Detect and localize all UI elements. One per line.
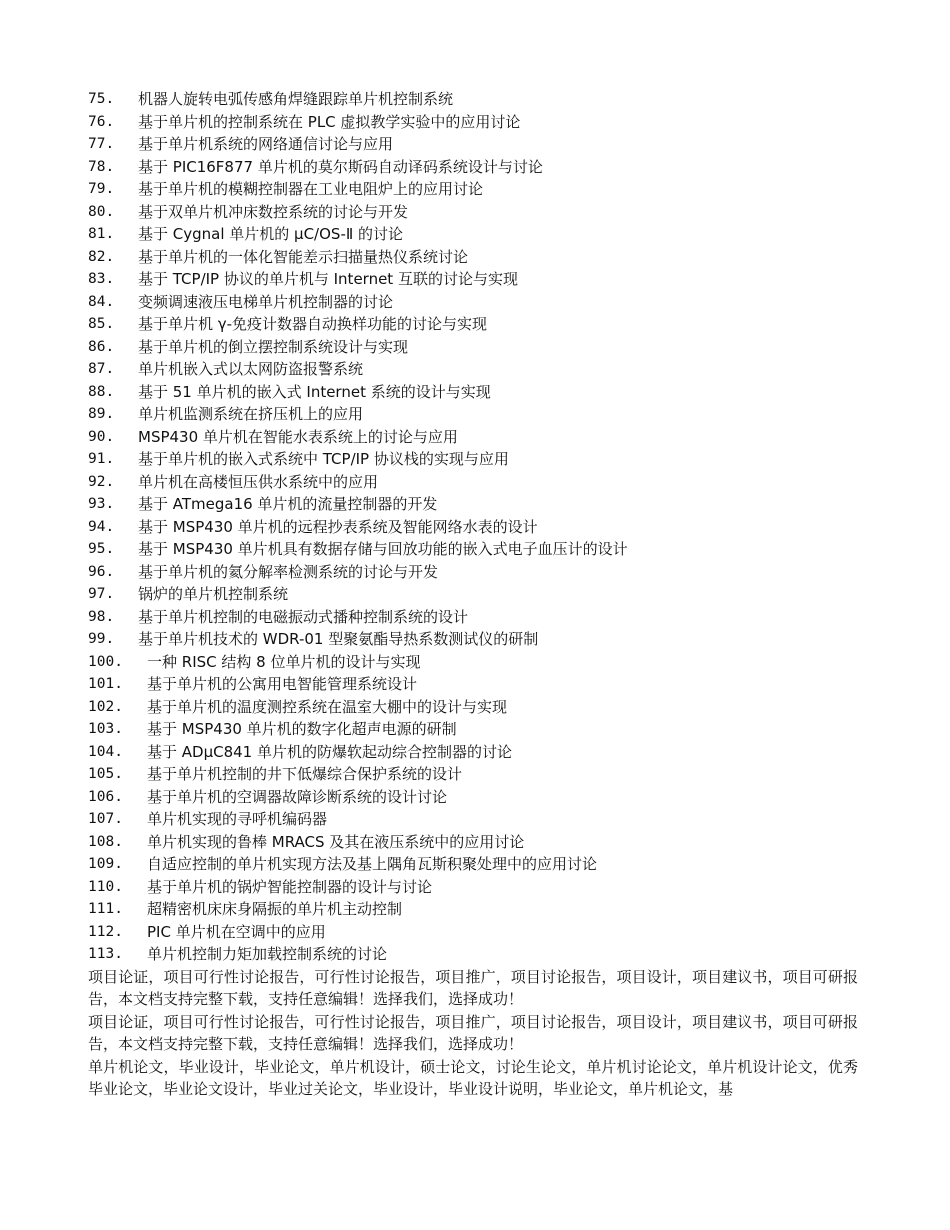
item-title: 单片机在高楼恒压供水系统中的应用 — [138, 472, 379, 491]
item-number: 101. — [88, 676, 123, 692]
item-title: 基于单片机的嵌入式系统中 TCP/IP 协议栈的实现与应用 — [138, 450, 509, 468]
item-number: 111. — [88, 901, 123, 917]
list-item — [88, 403, 858, 426]
list-item — [88, 201, 858, 224]
item-title: 基于 MSP430 单片机具有数据存储与回放功能的嵌入式电子血压计的设计 — [138, 540, 628, 558]
list-item — [88, 313, 858, 336]
item-title: 锅炉的单片机控制系统 — [138, 585, 289, 603]
item-title: 基于 MSP430 单片机的数字化超声电源的研制 — [147, 720, 457, 738]
list-item — [88, 898, 858, 921]
item-title: 基于单片机的公寓用电智能管理系统设计 — [147, 675, 418, 693]
list-item — [88, 741, 858, 764]
list-item — [88, 673, 858, 696]
item-number: 84. — [88, 293, 115, 310]
list-item — [88, 516, 858, 539]
item-title: 基于单片机的控制系统在 PLC 虚拟教学实验中的应用讨论 — [138, 112, 521, 131]
list-item — [88, 133, 858, 156]
item-title: 基于 Cygnal 单片机的 μC/OS-Ⅱ 的讨论 — [138, 225, 404, 243]
item-title: 基于 TCP/IP 协议的单片机与 Internet 互联的讨论与实现 — [138, 270, 518, 288]
item-number: 94. — [88, 518, 115, 535]
item-number: 99. — [88, 631, 115, 647]
item-title: 基于单片机的一体化智能差示扫描量热仪系统讨论 — [138, 247, 469, 266]
list-item — [88, 561, 858, 584]
list-item — [88, 291, 858, 314]
list-item — [88, 111, 858, 134]
item-number: 103. — [88, 721, 123, 737]
list-item — [88, 426, 858, 449]
item-title: 机器人旋转电弧传感角焊缝跟踪单片机控制系统 — [138, 90, 454, 108]
item-title: 基于单片机的倒立摆控制系统设计与实现 — [138, 337, 409, 356]
item-title: 单片机实现的寻呼机编码器 — [147, 810, 328, 828]
item-title: 基于单片机的模糊控制器在工业电阻炉上的应用讨论 — [138, 180, 484, 198]
list-item — [88, 831, 858, 854]
item-number: 83. — [88, 271, 115, 287]
item-number: 106. — [88, 788, 123, 805]
list-item — [88, 268, 858, 291]
item-title: 基于单片机系统的网络通信讨论与应用 — [138, 135, 394, 153]
item-title: 基于单片机的氦分解率检测系统的讨论与开发 — [138, 562, 439, 581]
list-item — [88, 223, 858, 246]
item-title: 自适应控制的单片机实现方法及基上隅角瓦斯积聚处理中的应用讨论 — [147, 855, 598, 873]
list-item — [88, 538, 858, 561]
list-item — [88, 853, 858, 876]
list-item — [88, 763, 858, 786]
title-list — [88, 88, 858, 966]
item-title: 基于双单片机冲床数控系统的讨论与开发 — [138, 202, 409, 221]
item-number: 81. — [88, 226, 115, 242]
item-number: 78. — [88, 158, 115, 175]
list-item — [88, 628, 858, 651]
item-number: 87. — [88, 361, 115, 377]
item-number: 77. — [88, 136, 115, 152]
list-item — [88, 336, 858, 359]
list-item — [88, 246, 858, 269]
item-title: 基于 ATmega16 单片机的流量控制器的开发 — [138, 495, 438, 513]
item-number: 75. — [88, 91, 115, 107]
item-number: 86. — [88, 338, 115, 355]
item-title: 基于单片机的空调器故障诊断系统的设计讨论 — [147, 787, 448, 806]
list-item — [88, 381, 858, 404]
item-number: 88. — [88, 383, 115, 400]
item-title: 基于单片机 γ-免疫计数器自动换样功能的讨论与实现 — [138, 315, 488, 333]
item-number: 91. — [88, 451, 115, 467]
item-number: 112. — [88, 923, 123, 940]
item-title: 基于单片机控制的井下低爆综合保护系统的设计 — [147, 765, 463, 783]
list-item — [88, 876, 858, 899]
list-item — [88, 178, 858, 201]
item-title: 单片机控制力矩加载控制系统的讨论 — [147, 945, 388, 963]
item-title: MSP430 单片机在智能水表系统上的讨论与应用 — [138, 427, 458, 446]
item-number: 85. — [88, 316, 115, 332]
item-title: 单片机实现的鲁棒 MRACS 及其在液压系统中的应用讨论 — [147, 832, 525, 851]
list-item — [88, 448, 858, 471]
item-number: 93. — [88, 496, 115, 512]
item-number: 96. — [88, 563, 115, 580]
item-title: 基于 MSP430 单片机的远程抄表系统及智能网络水表的设计 — [138, 517, 538, 536]
item-title: PIC 单片机在空调中的应用 — [147, 922, 326, 941]
item-number: 102. — [88, 698, 123, 715]
document-page — [88, 88, 858, 1101]
item-title: 变频调速液压电梯单片机控制器的讨论 — [138, 292, 394, 311]
item-number: 82. — [88, 248, 115, 265]
promo-paragraph-2: 项目论证，项目可行性讨论报告，可行性讨论报告，项目推广，项目讨论报告，项目设计，项目建议书，项目可研报告，本文档支持完整下载，支持任意编辑！选择我们，选择成功！ — [88, 1012, 858, 1053]
list-item — [88, 156, 858, 179]
item-number: 89. — [88, 406, 115, 422]
keywords-paragraph: 单片机论文，毕业设计，毕业论文，单片机设计，硕士论文，讨论生论文，单片机讨论论文，单片机设计论文，优秀毕业论文，毕业论文设计，毕业过关论文，毕业设计，毕业设计说明，毕业论文，单片机论文，基 — [88, 1057, 858, 1098]
promo-paragraph-1: 项目论证，项目可行性讨论报告，可行性讨论报告，项目推广，项目讨论报告，项目设计，项目建议书，项目可研报告，本文档支持完整下载，支持任意编辑！选择我们，选择成功！ — [88, 967, 858, 1008]
list-item — [88, 88, 858, 111]
list-item — [88, 808, 858, 831]
list-item — [88, 358, 858, 381]
list-item — [88, 471, 858, 494]
item-number: 108. — [88, 833, 123, 850]
item-title: 基于 PIC16F877 单片机的莫尔斯码自动译码系统设计与讨论 — [138, 157, 543, 176]
item-title: 基于 51 单片机的嵌入式 Internet 系统的设计与实现 — [138, 382, 491, 401]
list-item — [88, 921, 858, 944]
item-title: 一种 RISC 结构 8 位单片机的设计与实现 — [147, 652, 421, 671]
item-number: 79. — [88, 181, 115, 197]
list-item — [88, 606, 858, 629]
list-item — [88, 651, 858, 674]
list-item — [88, 786, 858, 809]
item-number: 95. — [88, 541, 115, 557]
list-item — [88, 718, 858, 741]
item-number: 98. — [88, 608, 115, 625]
item-number: 109. — [88, 856, 123, 872]
item-number: 92. — [88, 473, 115, 490]
item-title: 基于单片机的锅炉智能控制器的设计与讨论 — [147, 877, 433, 896]
item-number: 107. — [88, 811, 123, 827]
item-number: 104. — [88, 743, 123, 760]
list-item — [88, 696, 858, 719]
item-number: 100. — [88, 653, 123, 670]
list-item — [88, 943, 858, 966]
item-number: 110. — [88, 878, 123, 895]
item-number: 90. — [88, 428, 115, 445]
list-item — [88, 493, 858, 516]
item-title: 基于 ADμC841 单片机的防爆软起动综合控制器的讨论 — [147, 742, 512, 761]
item-title: 单片机嵌入式以太网防盗报警系统 — [138, 360, 364, 378]
item-title: 基于单片机的温度测控系统在温室大棚中的设计与实现 — [147, 697, 508, 716]
list-item — [88, 583, 858, 606]
item-number: 97. — [88, 586, 115, 602]
item-number: 113. — [88, 946, 123, 962]
item-title: 超精密机床床身隔振的单片机主动控制 — [147, 900, 403, 918]
item-number: 80. — [88, 203, 115, 220]
item-title: 基于单片机技术的 WDR-01 型聚氨酯导热系数测试仪的研制 — [138, 630, 539, 648]
item-title: 单片机监测系统在挤压机上的应用 — [138, 405, 364, 423]
item-title: 基于单片机控制的电磁振动式播种控制系统的设计 — [138, 607, 469, 626]
item-number: 76. — [88, 113, 115, 130]
item-number: 105. — [88, 766, 123, 782]
